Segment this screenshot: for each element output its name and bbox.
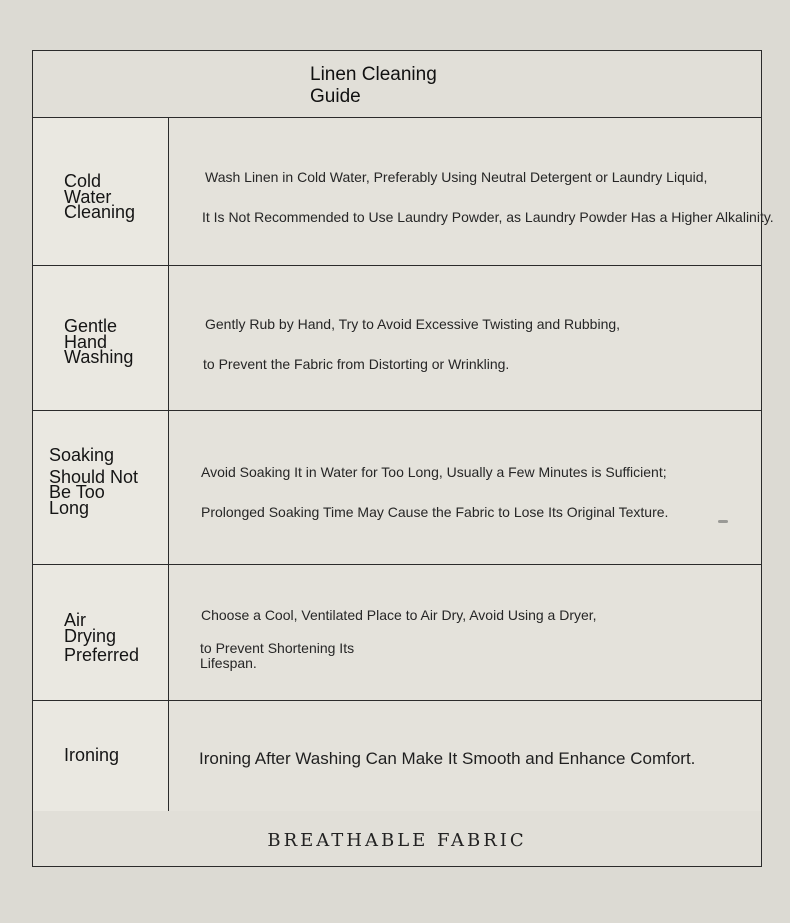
row-label-line: Washing [64, 347, 134, 367]
row-label-cell [33, 565, 169, 700]
row-label [64, 171, 136, 222]
row-label-line: Long [49, 497, 90, 518]
instruction-line: Lifespan. [200, 655, 257, 671]
row-label-line: Gentle [64, 316, 118, 336]
row-label [64, 745, 120, 765]
row-label-line: Should Not [49, 466, 139, 487]
instruction-line: Wash Linen in Cold Water, Preferably Using Neutral Detergent or Laundry Liquid, [205, 169, 708, 185]
row-soaking-should-not-be-too-long [33, 411, 761, 565]
row-label-line: Be Too [49, 482, 105, 502]
row-label-cell [33, 266, 169, 410]
footer-tagline: BREATHABLE FABRIC [267, 830, 527, 851]
row-label-line: Cleaning [64, 202, 136, 222]
row-content-cell [169, 118, 774, 265]
guide-title-line-1: Linen Cleaning [310, 64, 437, 85]
row-content-cell [169, 266, 761, 410]
title-row [33, 51, 761, 118]
row-ironing [33, 701, 761, 812]
row-label-line: Preferred [64, 645, 140, 665]
instruction-line: to Prevent the Fabric from Distorting or Wrinkling. [203, 356, 510, 372]
row-label-line: Soaking [49, 445, 115, 465]
linen-cleaning-guide-table [32, 50, 774, 867]
row-label-cell [33, 411, 169, 564]
row-content-cell [169, 565, 761, 700]
row-label-line: Drying [64, 625, 117, 646]
instruction-line: Ironing After Washing Can Make It Smooth and Enhance Comfort. [199, 749, 696, 768]
guide-title [310, 64, 460, 108]
instruction-line: Avoid Soaking It in Water for Too Long, Usually a Few Minutes is Sufficient; [201, 464, 667, 480]
instruction-line: to Prevent Shortening Its [200, 640, 355, 656]
row-label-cell [33, 118, 169, 265]
row-label [49, 445, 139, 518]
row-cold-water-cleaning [33, 118, 774, 266]
instruction-line: It Is Not Recommended to Use Laundry Powder, as Laundry Powder Has a Higher Alkalinity. [202, 209, 774, 225]
smudge-mark [718, 520, 728, 523]
instruction-line: Choose a Cool, Ventilated Place to Air Dry, Avoid Using a Dryer, [201, 607, 597, 623]
row-gentle-hand-washing [33, 266, 761, 411]
row-label-line: Hand [64, 331, 108, 352]
instruction-line: Gently Rub by Hand, Try to Avoid Excessive Twisting and Rubbing, [205, 316, 621, 332]
guide-title-line-2: Guide [310, 86, 361, 107]
row-content-cell [169, 701, 761, 811]
row-label-line: Air [64, 610, 86, 630]
row-label [64, 316, 134, 367]
row-content-cell [169, 411, 761, 564]
row-label [64, 610, 140, 665]
row-air-drying-preferred [33, 565, 761, 701]
row-label-cell [33, 701, 169, 811]
row-label-line: Water [64, 186, 112, 207]
row-label-line: Ironing [64, 745, 120, 765]
instruction-line: Prolonged Soaking Time May Cause the Fabric to Lose Its Original Texture. [201, 504, 669, 520]
footer-row [33, 811, 761, 866]
row-label-line: Cold [64, 171, 102, 191]
